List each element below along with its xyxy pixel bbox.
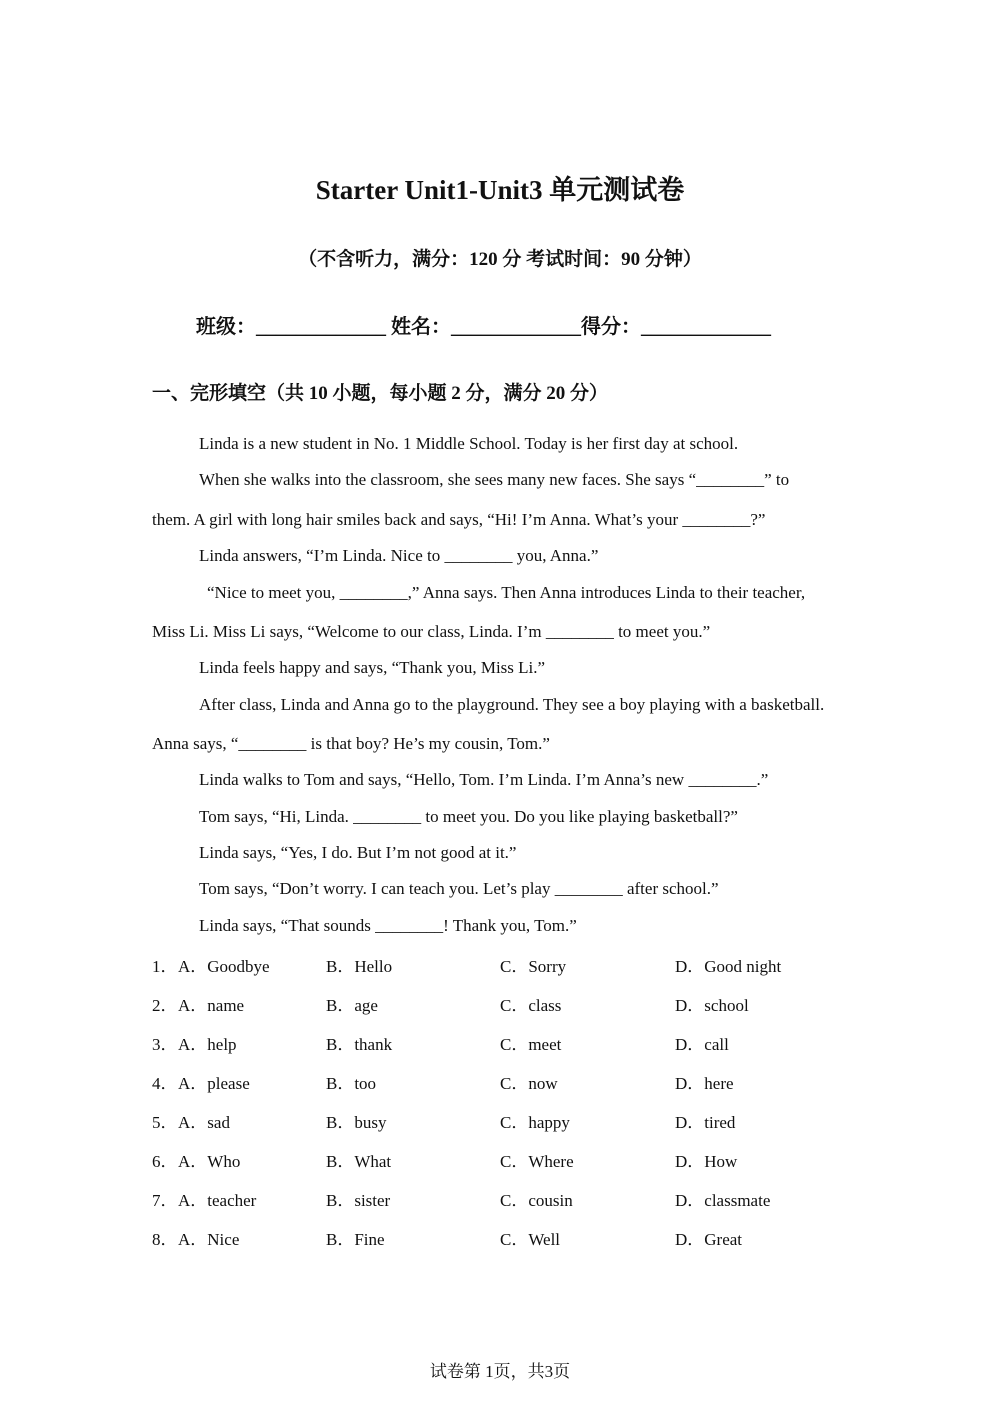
question-row <box>152 1069 852 1108</box>
passage-line: Linda says, “Yes, I do. But I’m not good at it.” <box>199 843 517 862</box>
option-b: B．busy <box>326 1113 387 1132</box>
option-c: C．Sorry <box>500 957 567 976</box>
option-c: C．happy <box>500 1113 570 1132</box>
passage-line: Linda walks to Tom and says, “Hello, Tom. I’m Linda. I’m Anna’s new ________.” <box>199 770 769 789</box>
option-c: C．class <box>500 996 562 1015</box>
passage-line: After class, Linda and Anna go to the playground. They see a boy playing with a basketball. <box>199 695 825 714</box>
passage-line: Miss Li. Miss Li says, “Welcome to our class, Linda. I’m ________ to meet you.” <box>152 622 711 641</box>
option-b: B．Fine <box>326 1230 385 1249</box>
option-b: B．Hello <box>326 957 393 976</box>
option-a: A．Nice <box>178 1230 240 1249</box>
question-number: 4． <box>152 1074 178 1093</box>
option-b: B．age <box>326 996 378 1015</box>
question-row <box>152 1147 852 1186</box>
exam-subtitle: （不含听力，满分：120 分 考试时间：90 分钟） <box>298 249 702 270</box>
passage-line: Linda is a new student in No. 1 Middle School. Today is her first day at school. <box>199 434 739 453</box>
question-number: 3． <box>152 1035 178 1054</box>
question-number: 5． <box>152 1113 178 1132</box>
option-a: A．Goodbye <box>178 957 270 976</box>
option-a: A．teacher <box>178 1191 257 1210</box>
passage-line: Tom says, “Don’t worry. I can teach you. Let’s play ________ after school.” <box>199 879 719 898</box>
question-number: 1． <box>152 957 178 976</box>
passage-line: Linda feels happy and says, “Thank you, Miss Li.” <box>199 658 546 677</box>
option-c: C．meet <box>500 1035 562 1054</box>
passage-line: Tom says, “Hi, Linda. ________ to meet you. Do you like playing basketball?” <box>199 807 738 826</box>
question-options <box>152 952 852 1264</box>
question-row <box>152 952 852 991</box>
option-c: C．now <box>500 1074 558 1093</box>
option-a: A．please <box>178 1074 250 1093</box>
question-number: 6． <box>152 1152 178 1171</box>
option-b: B．What <box>326 1152 392 1171</box>
option-d: D．Great <box>675 1230 743 1249</box>
question-row <box>152 1186 852 1225</box>
option-d: D．classmate <box>675 1191 771 1210</box>
option-d: D．school <box>675 996 749 1015</box>
question-number: 2． <box>152 996 178 1015</box>
option-a: A．Who <box>178 1152 241 1171</box>
section-1-heading: 一、完形填空（共 10 小题，每小题 2 分，满分 20 分） <box>152 383 609 404</box>
passage-line: Anna says, “________ is that boy? He’s my cousin, Tom.” <box>152 734 550 753</box>
passage-line: Linda answers, “I’m Linda. Nice to ________ you, Anna.” <box>199 546 599 565</box>
passage-line: “Nice to meet you, ________,” Anna says. Then Anna introduces Linda to their teacher, <box>207 583 806 602</box>
option-a: A．name <box>178 996 245 1015</box>
question-number: 7． <box>152 1191 178 1210</box>
question-row <box>152 1225 852 1264</box>
option-c: C．Where <box>500 1152 574 1171</box>
passage-line: Linda says, “That sounds ________! Thank you, Tom.” <box>199 916 577 935</box>
option-b: B．thank <box>326 1035 393 1054</box>
option-d: D．here <box>675 1074 734 1093</box>
option-d: D．Good night <box>675 957 782 976</box>
option-d: D．tired <box>675 1113 736 1132</box>
option-b: B．too <box>326 1074 377 1093</box>
question-row <box>152 1030 852 1069</box>
option-b: B．sister <box>326 1191 391 1210</box>
option-a: A．help <box>178 1035 237 1054</box>
option-c: C．Well <box>500 1230 561 1249</box>
student-info-line: 班级：_____________ 姓名：_____________得分：_____________ <box>196 316 771 338</box>
question-row <box>152 1108 852 1147</box>
option-c: C．cousin <box>500 1191 573 1210</box>
page-footer: 试卷第 1页，共3页 <box>429 1362 571 1381</box>
question-number: 8． <box>152 1230 178 1249</box>
page-title: Starter Unit1-Unit3 单元测试卷 <box>315 175 685 205</box>
option-a: A．sad <box>178 1113 230 1132</box>
option-d: D．call <box>675 1035 729 1054</box>
passage-line: When she walks into the classroom, she sees many new faces. She says “________” to <box>199 470 790 489</box>
option-d: D．How <box>675 1152 738 1171</box>
passage-line: them. A girl with long hair smiles back and says, “Hi! I’m Anna. What’s your ________?” <box>152 510 766 529</box>
question-row <box>152 991 852 1030</box>
